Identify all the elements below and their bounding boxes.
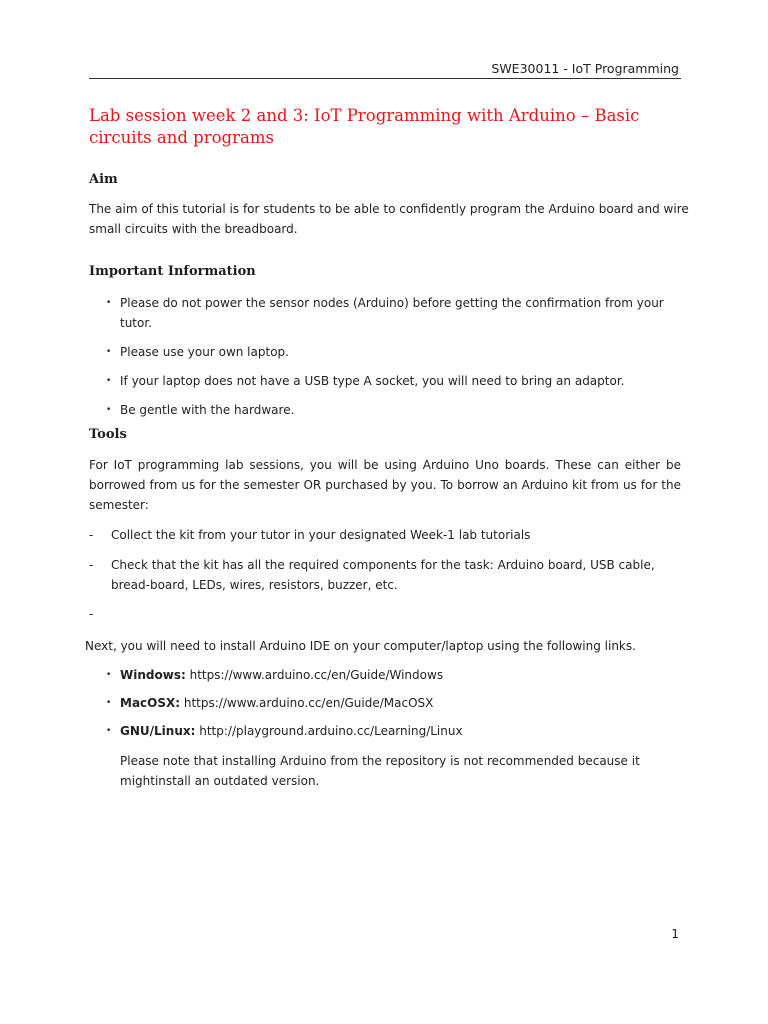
- tools-intro-paragraph: For IoT programming lab sessions, you will be using Arduino Uno boards. These can either be borrowed from us for the semester OR purchased by you. To borrow an Arduino kit from us for the semester:: [89, 458, 681, 512]
- install-note: Please note that installing Arduino from the repository is not recommended because it mightinstall an outdated version.: [120, 754, 640, 788]
- macosx-link[interactable]: https://www.arduino.cc/en/Guide/MacOSX: [183, 696, 434, 710]
- list-item: [106, 693, 696, 713]
- list-item: - Check that the kit has all the required components for the task: Arduino board, USB cable, bread-board, LEDs, wires, resistors, buzzer, etc.: [89, 555, 681, 595]
- bullet-icon: •: [106, 298, 112, 308]
- list-item: • If your laptop does not have a USB type A socket, you will need to bring an adaptor.: [106, 371, 696, 391]
- macosx-label: MacOSX:: [120, 696, 181, 710]
- bullet-icon: •: [106, 405, 112, 415]
- list-item: • Please use your own laptop.: [106, 342, 696, 362]
- list-item: [106, 665, 696, 685]
- important-info-list: [106, 293, 696, 420]
- aim-paragraph: The aim of this tutorial is for students to be able to confidently program the Arduino board and wire small circuits with the breadboard.: [89, 202, 689, 236]
- bullet-icon: •: [106, 698, 112, 708]
- list-item: - Collect the kit from your tutor in your designated Week-1 lab tutorials: [89, 525, 681, 545]
- bullet-icon: •: [106, 376, 112, 386]
- bullet-icon: •: [106, 670, 112, 680]
- aim-heading: Aim: [89, 172, 118, 187]
- bullet-icon: •: [106, 726, 112, 736]
- list-item: [106, 721, 696, 741]
- list-item: • Be gentle with the hardware.: [106, 400, 696, 420]
- windows-label: Windows:: [120, 668, 186, 682]
- list-item: • Please do not power the sensor nodes (Arduino) before getting the confirmation from your tutor.: [106, 293, 696, 333]
- linux-label: GNU/Linux:: [120, 724, 196, 738]
- tools-heading: Tools: [89, 427, 127, 442]
- dash-marker: -: [89, 528, 94, 542]
- dash-marker: -: [89, 607, 94, 621]
- header-course-title: SWE30011 - IoT Programming: [491, 61, 679, 76]
- header-divider: [89, 78, 681, 79]
- bullet-icon: •: [106, 347, 112, 357]
- document-title: Lab session week 2 and 3: IoT Programming with Arduino – Basic circuits and programs: [89, 106, 640, 147]
- install-instructions: Next, you will need to install Arduino IDE on your computer/laptop using the following links.: [85, 639, 636, 653]
- important-info-heading: Important Information: [89, 264, 256, 279]
- linux-link[interactable]: http://playground.arduino.cc/Learning/Linux: [199, 724, 463, 738]
- download-links-list: [106, 665, 696, 741]
- dash-marker: -: [89, 558, 94, 572]
- page-number: 1: [671, 927, 679, 941]
- windows-link[interactable]: https://www.arduino.cc/en/Guide/Windows: [189, 668, 444, 682]
